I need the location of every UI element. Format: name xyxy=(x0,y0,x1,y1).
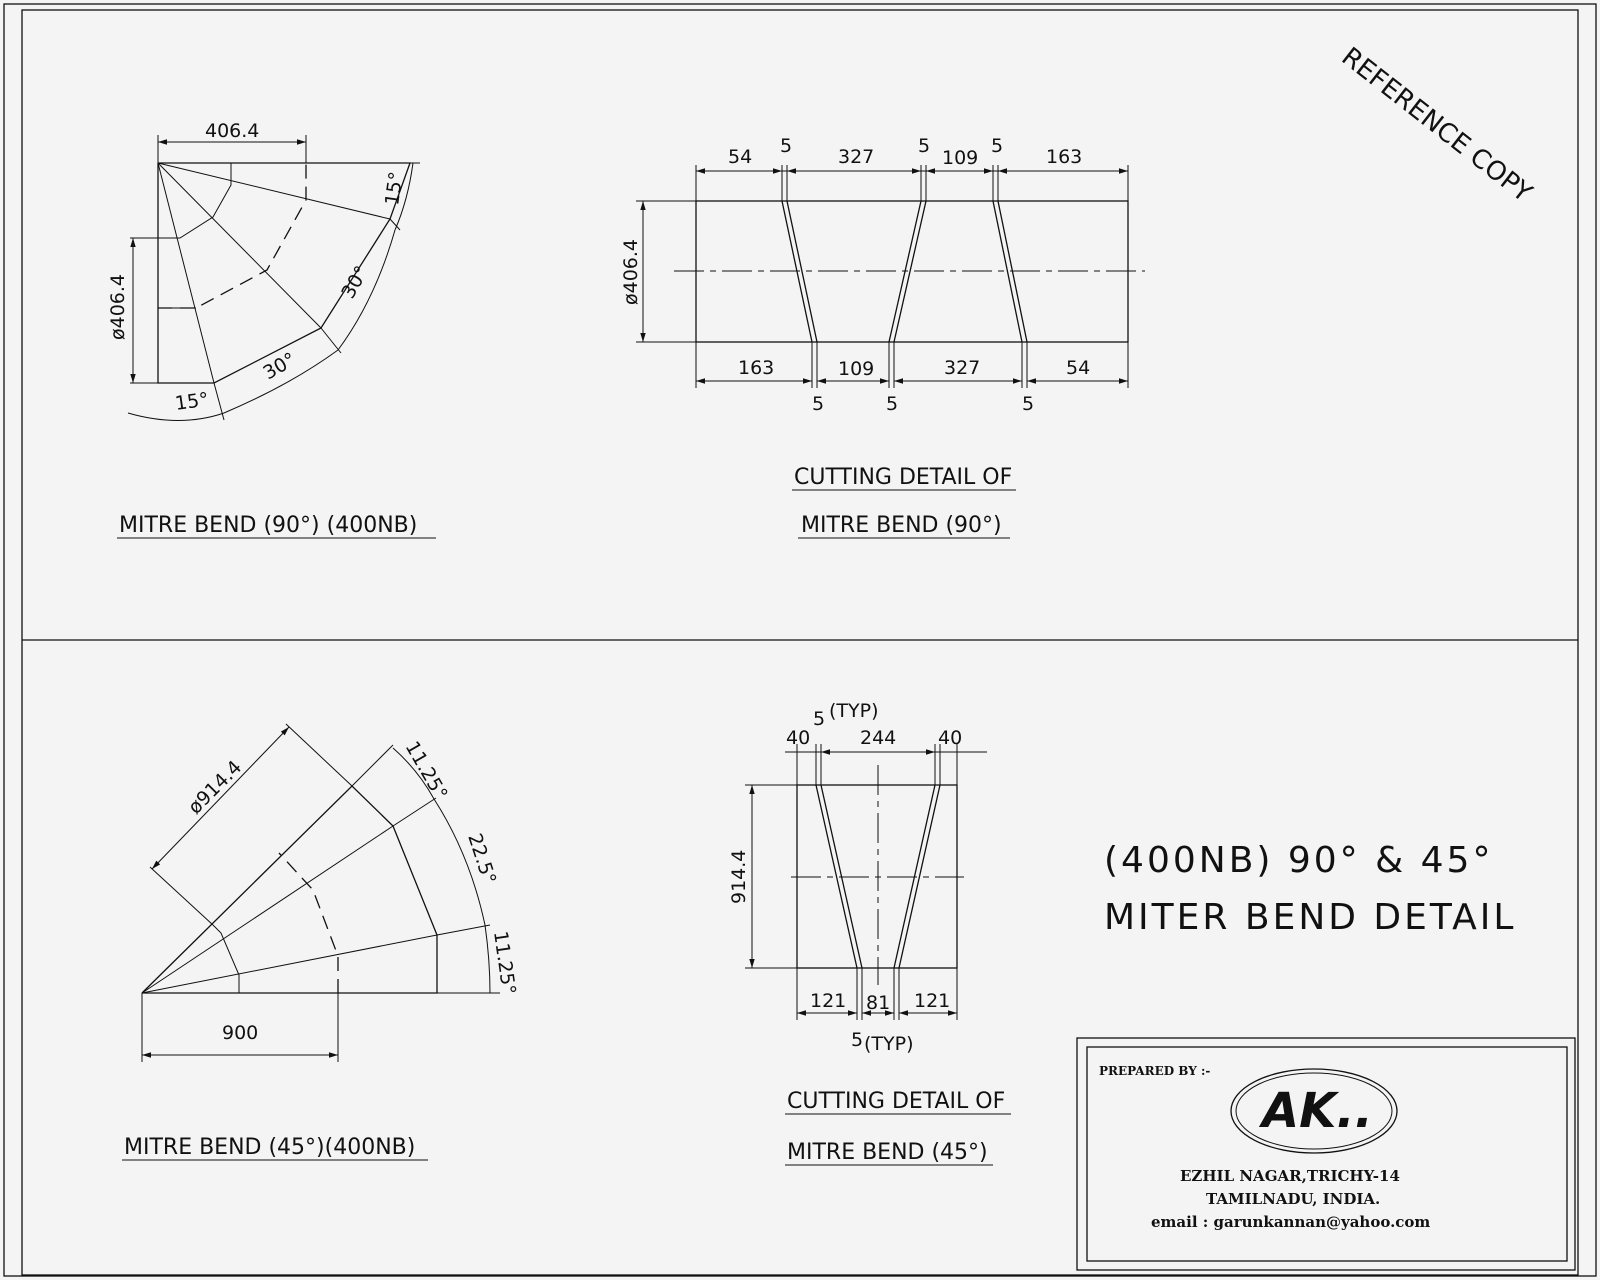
cut-90-top-dim-3: 327 xyxy=(838,146,875,168)
mitre-90-title: MITRE BEND (90°) (400NB) xyxy=(119,513,418,538)
cut-45-bottom-dim-2: 81 xyxy=(866,992,891,1014)
mitre-90-angle-3: 30° xyxy=(337,262,374,303)
cut-45-title-line2: MITRE BEND (45°) xyxy=(787,1140,988,1165)
cut-45-top-dim-1: 40 xyxy=(786,727,811,749)
cutting-detail-90-view xyxy=(636,165,1145,388)
cut-90-bottom-dim-4: 54 xyxy=(1066,357,1091,379)
cut-45-bottom-dim-3: 121 xyxy=(914,990,951,1012)
cut-90-bottom-dim-2: 109 xyxy=(838,358,875,380)
cut-90-bottom-gap-3: 5 xyxy=(1022,393,1035,415)
cut-45-top-dim-3: 40 xyxy=(938,727,963,749)
cut-45-bottom-gap-note: (TYP) xyxy=(864,1033,914,1055)
cut-90-bottom-dim-1: 163 xyxy=(738,357,775,379)
cut-90-bottom-dim-3: 327 xyxy=(944,357,981,379)
cut-45-top-dim-2: 244 xyxy=(860,727,897,749)
mitre-90-width-dim: 406.4 xyxy=(205,120,260,142)
logo-text: AK.. xyxy=(1262,1083,1373,1139)
prepared-by-label: PREPARED BY :- xyxy=(1099,1064,1211,1078)
cut-45-bottom-dim-1: 121 xyxy=(810,990,847,1012)
mitre-45-base-dim: 900 xyxy=(222,1022,259,1044)
main-title-line2: MITER BEND DETAIL xyxy=(1104,897,1517,938)
address-line2: TAMILNADU, INDIA. xyxy=(1206,1190,1381,1208)
mitre-45-title: MITRE BEND (45°)(400NB) xyxy=(124,1135,416,1160)
cut-45-height-dim: 914.4 xyxy=(728,849,750,904)
cut-90-title-line2: MITRE BEND (90°) xyxy=(801,513,1002,538)
mitre-90-angle-1: 15° xyxy=(173,388,211,415)
cut-90-top-dim-4: 5 xyxy=(918,135,931,157)
cut-90-bottom-gap-2: 5 xyxy=(886,393,899,415)
cut-90-title-line1: CUTTING DETAIL OF xyxy=(794,465,1013,490)
mitre-45-angle-1: 11.25° xyxy=(400,737,452,804)
cut-90-bottom-gap-1: 5 xyxy=(812,393,825,415)
mitre-90-angle-4: 15° xyxy=(381,170,408,207)
cut-90-top-dim-5: 109 xyxy=(942,147,979,169)
mitre-45-dia-dim: ø914.4 xyxy=(183,756,247,819)
cut-90-top-dim-2: 5 xyxy=(780,135,793,157)
mitre-bend-45-view xyxy=(142,724,500,1062)
mitre-45-angle-2: 22.5° xyxy=(463,830,501,887)
mitre-90-angle-2: 30° xyxy=(259,348,300,385)
cut-45-top-gap: 5 xyxy=(813,708,826,730)
cut-90-top-dim-1: 54 xyxy=(728,146,753,168)
cutting-detail-45-view xyxy=(745,744,987,1020)
address-line1: EZHIL NAGAR,TRICHY-14 xyxy=(1180,1167,1400,1185)
cut-45-bottom-gap: 5 xyxy=(851,1029,864,1051)
mitre-45-angle-3: 11.25° xyxy=(489,929,520,996)
main-title-line1: (400NB) 90° & 45° xyxy=(1104,840,1494,881)
cut-90-dia-dim: ø406.4 xyxy=(620,238,642,305)
mitre-90-dia-dim: ø406.4 xyxy=(107,273,129,340)
cut-45-top-gap-note: (TYP) xyxy=(829,700,879,722)
reference-copy-stamp: REFERENCE COPY xyxy=(1335,41,1538,209)
email-line: email : garunkannan@yahoo.com xyxy=(1151,1213,1431,1231)
cut-45-title-line1: CUTTING DETAIL OF xyxy=(787,1089,1006,1114)
cut-90-top-dim-7: 163 xyxy=(1046,146,1083,168)
cut-90-top-dim-6: 5 xyxy=(991,135,1004,157)
